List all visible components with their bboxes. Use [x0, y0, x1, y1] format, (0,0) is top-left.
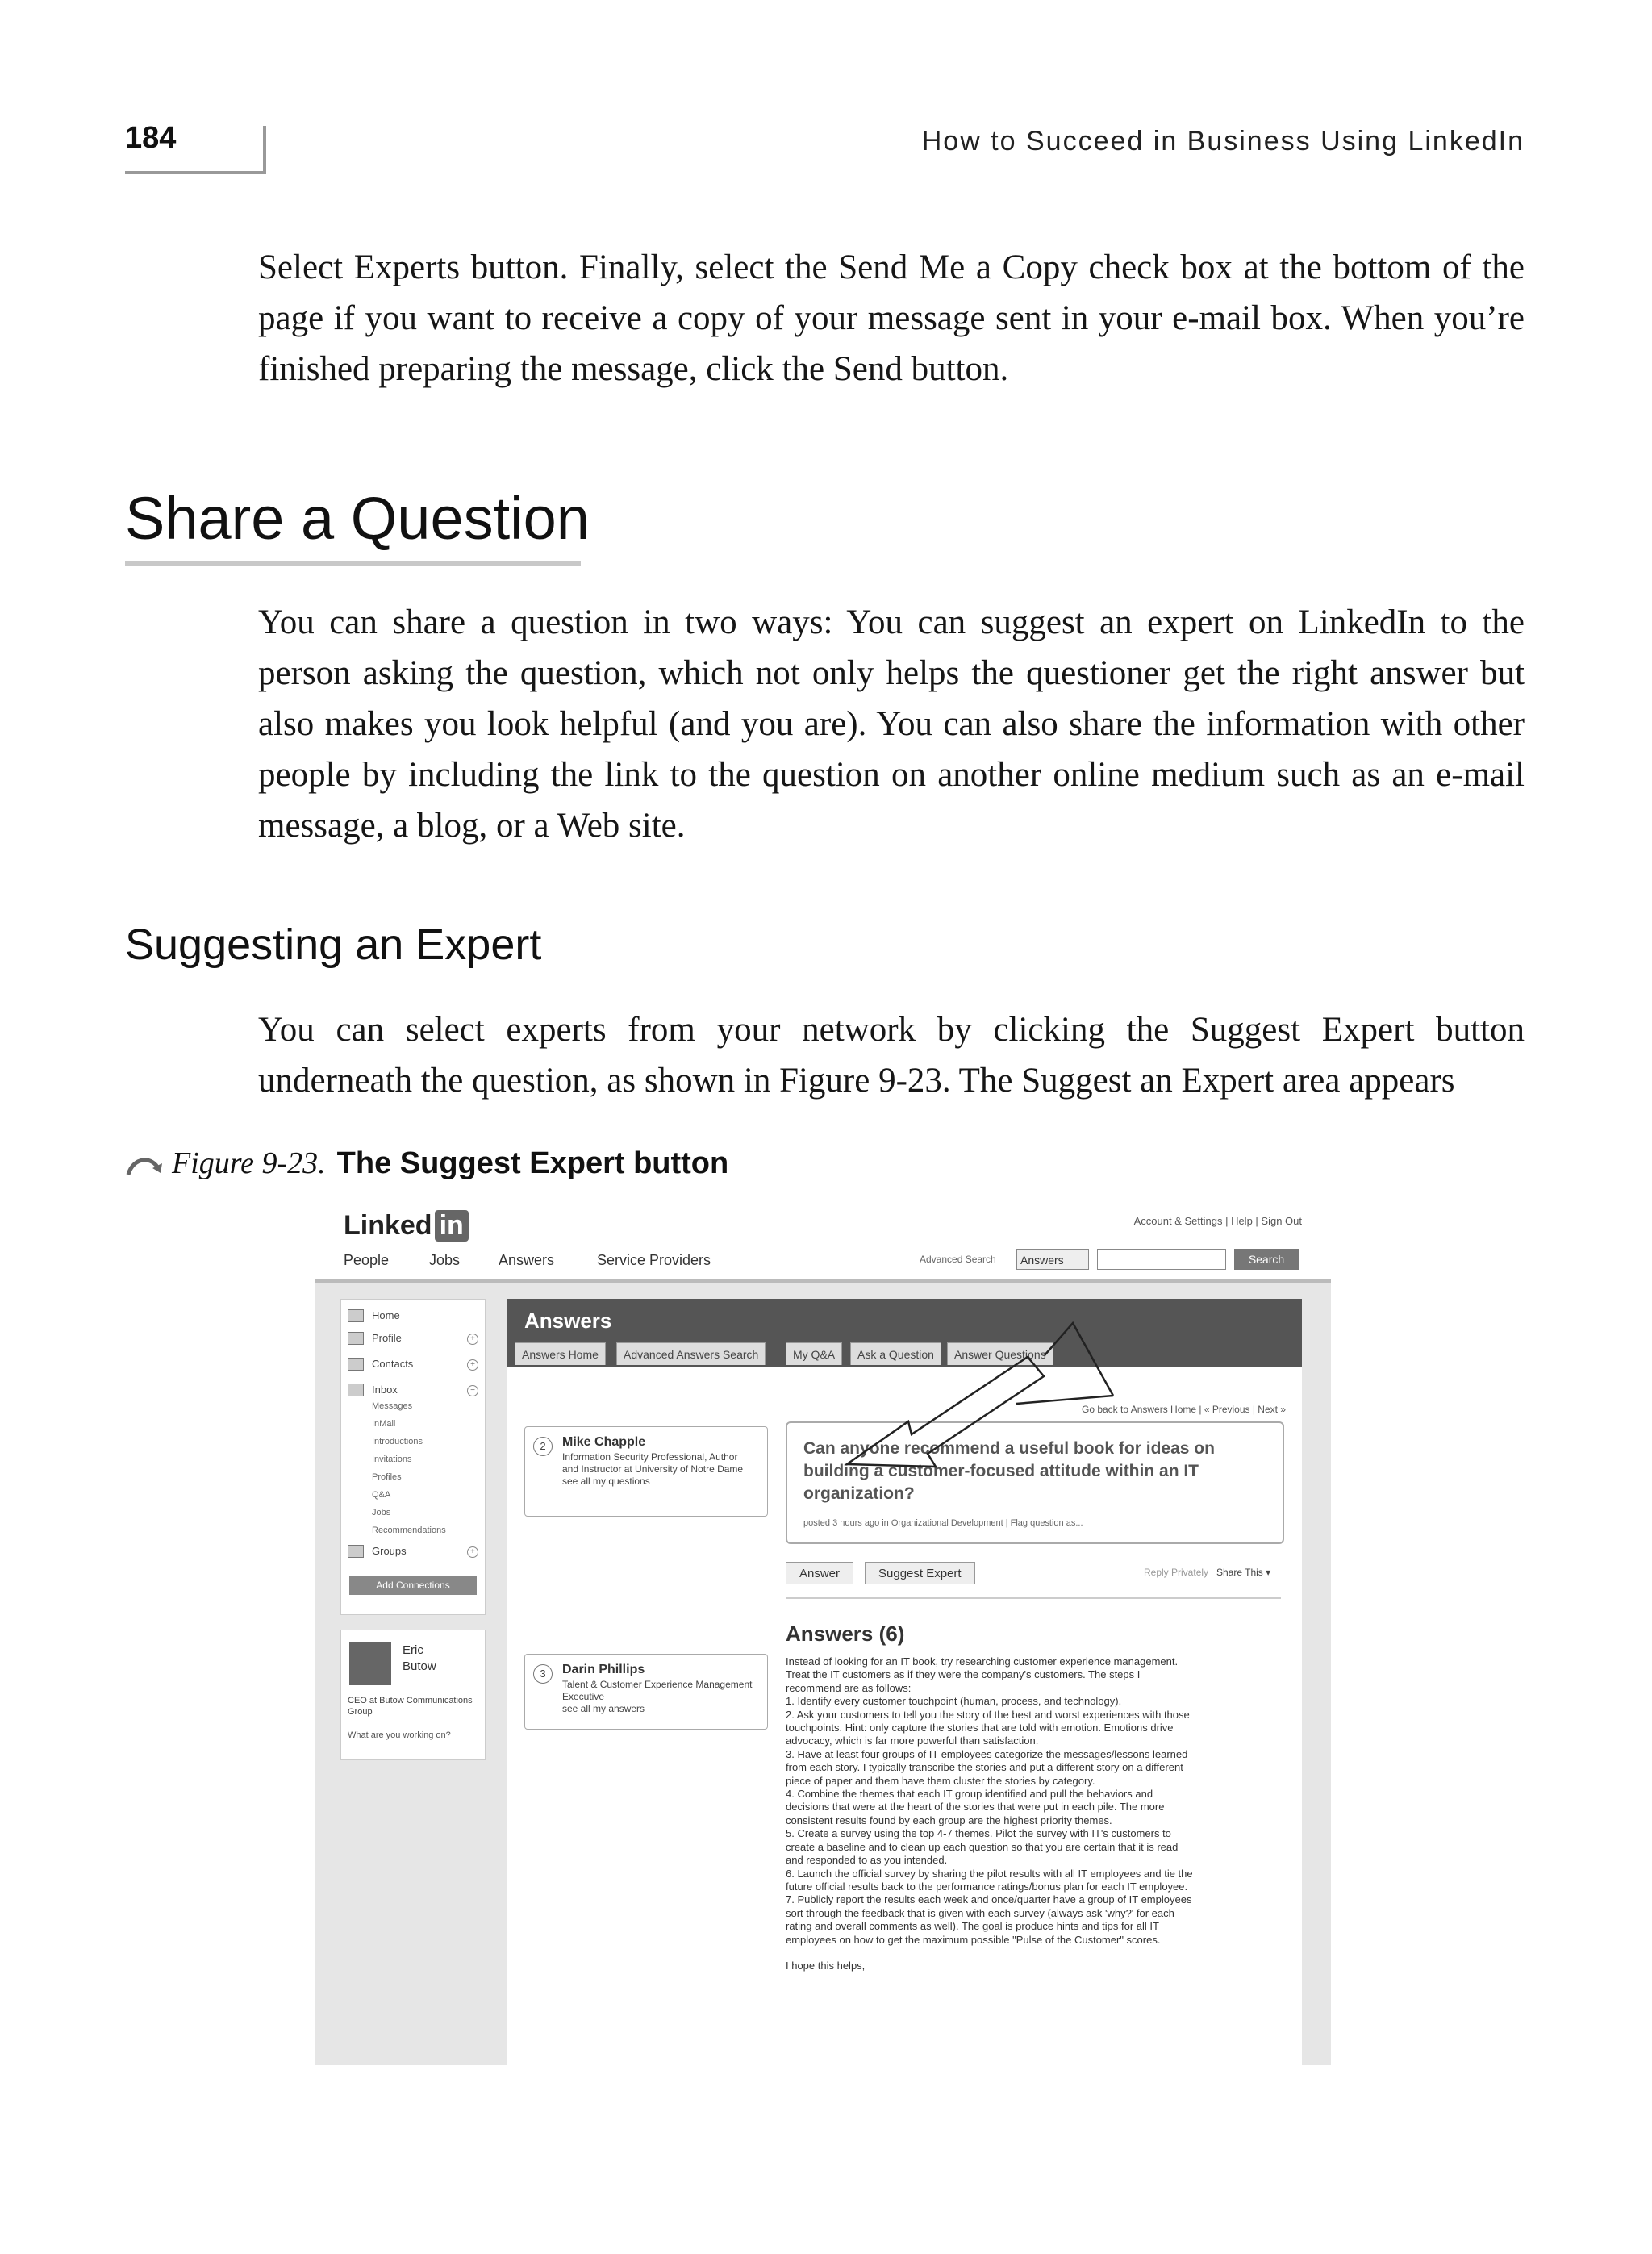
inbox-sub-messages[interactable]: Messages: [372, 1401, 413, 1411]
suggest-expert-button[interactable]: Suggest Expert: [865, 1562, 975, 1584]
left-sidebar: [340, 1299, 486, 1615]
inbox-sub-recommendations[interactable]: Recommendations: [372, 1526, 446, 1535]
figure-label: Figure 9-23.: [172, 1146, 326, 1180]
page-number: 184: [125, 121, 177, 155]
page-number-tick: [263, 126, 266, 174]
curved-arrow-icon: [125, 1154, 165, 1178]
answers-count-heading: Answers (6): [786, 1622, 905, 1646]
answerer-name[interactable]: Darin Phillips: [562, 1663, 645, 1676]
figure-caption: [125, 1146, 728, 1181]
asker-name[interactable]: Mike Chapple: [562, 1435, 646, 1449]
figure-title: The Suggest Expert button: [336, 1146, 729, 1180]
answer-text: Instead of looking for an IT book, try researching customer experience management. Treat the IT customers as if they were the company's customers. The steps I recommend are as follows: 1. Identify every customer touchpoint (human, process, and technology). 2. Ask your customers to tell you the story of the best and worst experiences with those touchpoints. Hint: only capture the stories that are told with emotion. Emotions drive advocacy, which is far more powerful than satisfaction. 3. Have at least four groups of IT employees categorize the messages/lessons learned from each story. I typically transcribe the stories and put a different story on a different piece of paper and them have them cluster the stories by category. 4. Combine the themes that each IT group identified and pull the behaviors and decisions that were at the heart of the stories that were put in each pile. The more consistent results found by each group are the highest priority themes. 5. Create a survey using the top 4-7 themes. Pilot the survey with IT's customers to create a baseline and to clean up each question so that you are certain that it is read and responded to as you intended. 6. Launch the official survey by sharing the pilot results with all IT employees and tie the future official results back to the performance ratings/bonus plan for each IT employee. 7. Publicly report the results each week and once/quarter have a group of IT employees sort through the feedback that is given with each survey (always ask 'why?' for each rating and overall comments as well). The goal is produce hints and tips for all IT employees on how to get the maximum possible "Pulse of the Customer" scores. I hope this helps,: [786, 1655, 1193, 1972]
section-heading-rule: [125, 561, 581, 566]
connection-degree-badge: 3: [533, 1664, 553, 1684]
expand-icon[interactable]: +: [467, 1334, 478, 1345]
asker-questions-link[interactable]: see all my questions: [562, 1476, 650, 1487]
profile-icon: [348, 1332, 364, 1345]
answerer-card: [524, 1654, 768, 1730]
inbox-sub-inmail[interactable]: InMail: [372, 1419, 396, 1429]
expand-icon[interactable]: +: [467, 1359, 478, 1371]
answers-main-panel: [507, 1299, 1302, 2065]
search-button[interactable]: Search: [1234, 1249, 1299, 1270]
tab-advanced-answers-search[interactable]: Advanced Answers Search: [616, 1342, 766, 1365]
asker-card: [524, 1426, 768, 1517]
connection-degree-badge: 2: [533, 1437, 553, 1456]
answer-button[interactable]: Answer: [786, 1562, 853, 1584]
home-icon: [348, 1309, 364, 1322]
expand-icon[interactable]: +: [467, 1546, 478, 1558]
asker-description: [562, 1451, 756, 1488]
avatar[interactable]: [349, 1642, 391, 1685]
body-paragraph-3: You can select experts from your network by clicking the Suggest Expert button underneath the question, as shown in Figure 9-23. The Suggest an Expert area appears: [258, 1011, 1525, 1100]
linkedin-logo[interactable]: [344, 1210, 469, 1242]
figure-screenshot: [315, 1202, 1331, 2065]
top-navigation: [315, 1202, 1331, 1279]
inbox-sub-jobs[interactable]: Jobs: [372, 1508, 391, 1517]
profile-card: [340, 1630, 486, 1760]
add-connections-button[interactable]: Add Connections: [349, 1576, 477, 1595]
status-prompt[interactable]: What are you working on?: [348, 1730, 451, 1740]
advanced-search-link[interactable]: Advanced Search: [920, 1254, 996, 1265]
sidebar-item-groups[interactable]: Groups: [372, 1545, 407, 1557]
inbox-sub-introductions[interactable]: Introductions: [372, 1437, 423, 1446]
account-links[interactable]: Account & Settings | Help | Sign Out: [1133, 1215, 1302, 1227]
asker-headline: Information Security Professional, Author and Instructor at University of Notre Dame: [562, 1451, 744, 1475]
answerer-description: [562, 1679, 756, 1715]
sidebar-item-inbox[interactable]: Inbox: [372, 1384, 398, 1396]
question-text: Can anyone recommend a useful book for ideas on building a customer-focused attitude within an IT organization?: [803, 1439, 1215, 1503]
profile-first-name[interactable]: Eric: [403, 1643, 423, 1657]
logo-in: in: [435, 1210, 469, 1242]
tab-ask-a-question[interactable]: Ask a Question: [850, 1342, 941, 1365]
subsection-heading: Suggesting an Expert: [125, 920, 542, 969]
logo-text: Linked: [344, 1210, 432, 1241]
reply-privately-link[interactable]: Reply Privately: [1144, 1567, 1209, 1578]
question-box: [786, 1421, 1284, 1544]
nav-service-providers[interactable]: Service Providers: [597, 1252, 711, 1268]
sidebar-item-profile[interactable]: Profile: [372, 1332, 402, 1344]
running-title: How to Succeed in Business Using LinkedIn: [921, 126, 1525, 157]
answers-title: Answers: [524, 1309, 612, 1333]
inbox-sub-qa[interactable]: Q&A: [372, 1490, 391, 1500]
tab-my-qa[interactable]: My Q&A: [786, 1342, 842, 1365]
nav-jobs[interactable]: Jobs: [429, 1252, 461, 1268]
inbox-sub-invitations[interactable]: Invitations: [372, 1455, 412, 1464]
answers-header: [507, 1299, 1302, 1367]
tab-answer-questions[interactable]: Answer Questions: [947, 1342, 1053, 1365]
answerer-answers-link[interactable]: see all my answers: [562, 1703, 645, 1714]
nav-people[interactable]: People: [344, 1252, 390, 1268]
answerer-headline: Talent & Customer Experience Management Executive: [562, 1679, 753, 1702]
sidebar-item-home[interactable]: Home: [372, 1309, 400, 1321]
tab-answers-home[interactable]: Answers Home: [515, 1342, 606, 1365]
question-meta: posted 3 hours ago in Organizational Development | Flag question as...: [803, 1518, 1083, 1528]
groups-icon: [348, 1545, 364, 1558]
section-heading: Share a Question: [125, 485, 590, 552]
share-this-link[interactable]: Share This ▾: [1216, 1567, 1271, 1578]
sidebar-item-contacts[interactable]: Contacts: [372, 1358, 414, 1370]
inbox-sub-profiles[interactable]: Profiles: [372, 1472, 402, 1482]
profile-headline: CEO at Butow Communications Group: [348, 1696, 473, 1717]
section-divider: [786, 1597, 1281, 1599]
contacts-icon: [348, 1358, 364, 1371]
page-number-rule: [125, 171, 266, 174]
inbox-icon: [348, 1384, 364, 1396]
body-paragraph-1: Select Experts button. Finally, select the Send Me a Copy check box at the bottom of the page if you want to receive a copy of your message sent in your e-mail box. When you’re finished preparing the message, click the Send button.: [258, 248, 1525, 388]
search-type-select[interactable]: Answers: [1016, 1249, 1089, 1270]
collapse-icon[interactable]: −: [467, 1385, 478, 1396]
go-back-links[interactable]: Go back to Answers Home | « Previous | Next »: [1081, 1404, 1286, 1415]
body-paragraph-2: You can share a question in two ways: You can suggest an expert on LinkedIn to the person asking the question, which not only helps the questioner get the right answer but also makes you look helpful (and you are). You can also share the information with other people by including the link to the question on another online medium such as an e-mail message, a blog, or a Web site.: [258, 603, 1525, 845]
search-input[interactable]: [1097, 1249, 1226, 1270]
nav-answers[interactable]: Answers: [499, 1252, 555, 1268]
profile-last-name[interactable]: Butow: [403, 1659, 436, 1673]
